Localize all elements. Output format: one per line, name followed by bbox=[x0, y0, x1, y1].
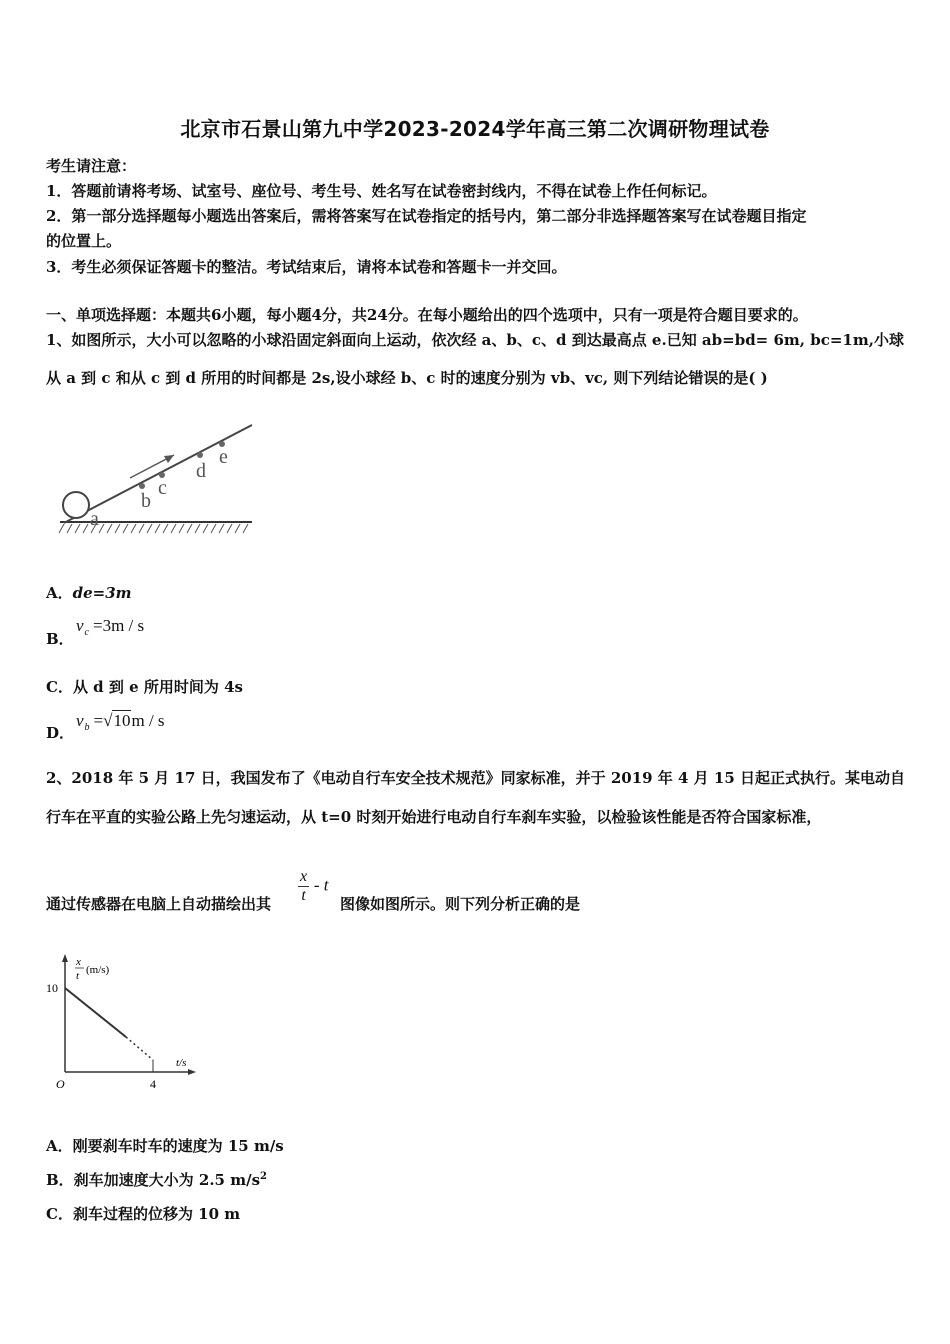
q1-option-d-formula: $v_b =√10m / s$ bbox=[76, 711, 165, 733]
q2-option-a: A．刚要刹车时车的速度为 15 m/s bbox=[46, 1137, 284, 1155]
svg-text:x: x bbox=[76, 956, 81, 968]
q2-option-c: C．刹车过程的位移为 10 m bbox=[46, 1205, 241, 1223]
q2-stem-line1: 2、2018 年 5 月 17 日，我国发布了《电动自行车安全技术规范》同家标准，并于 2019 年 4 月 15 日起正式执行。某电动自 bbox=[46, 769, 906, 787]
q2-xt-fraction: $\frac{x}{t}$ - t bbox=[300, 868, 329, 904]
q2-stem-line3-post: 图像如图所示。则下列分析正确的是 bbox=[340, 895, 581, 913]
q1-stem-line1: 1、如图所示，大小可以忽略的小球沿固定斜面向上运动，依次经 a、b、c、d 到达最高点 e.已知 ab=bd= 6m, bc=1m,小球 bbox=[46, 331, 904, 349]
q1-option-c: C．从 d 到 e 所用时间为 4s bbox=[46, 678, 243, 696]
notice-item-2-cont: 的位置上。 bbox=[46, 232, 122, 250]
q2-stem-line2: 行车在平直的实验公路上先匀速运动，从 t=0 时刻开始进行电动自行车刹车实验，以检验该性能是否符合国家标准， bbox=[46, 808, 822, 826]
q1-option-b-label: B． bbox=[46, 630, 74, 648]
q2-xt-graph bbox=[40, 950, 205, 1095]
q1-stem-line2: 从 a 到 c 和从 c 到 d 所用的时间都是 2s,设小球经 b、c 时的速度分别为 vb、vc, 则下列结论错误的是( ) bbox=[46, 369, 768, 387]
label-c-lower: c bbox=[158, 477, 167, 499]
notice-item-1: 1．答题前请将考场、试室号、座位号、考生号、姓名写在试卷密封线内，不得在试卷上作任何标记。 bbox=[46, 182, 717, 200]
svg-text:t: t bbox=[76, 970, 80, 982]
label-b: b bbox=[141, 490, 151, 512]
notice-item-3: 3．考生必须保证答题卡的整洁。考试结束后，请将本试卷和答题卡一并交回。 bbox=[46, 258, 567, 276]
svg-text:10: 10 bbox=[46, 981, 58, 995]
label-a: a bbox=[90, 508, 99, 530]
q2-stem-line3-pre: 通过传感器在电脑上自动描绘出其 bbox=[46, 895, 272, 913]
svg-text:(m/s): (m/s) bbox=[86, 964, 110, 976]
label-d: d bbox=[196, 460, 206, 482]
page-title: 北京市石景山第九中学2023-2024学年高三第二次调研物理试卷 bbox=[180, 117, 770, 141]
label-e: e bbox=[219, 446, 228, 468]
q1-option-b-formula: $v_c =3m / s$ bbox=[76, 616, 145, 638]
q2-option-b: B．刹车加速度大小为 2.5 $m/s^2$ bbox=[46, 1171, 267, 1189]
q1-incline-figure bbox=[52, 415, 262, 540]
svg-text:4: 4 bbox=[150, 1077, 156, 1091]
notice-item-2: 2．第一部分选择题每小题选出答案后，需将答案写在试卷指定的括号内，第二部分非选择题答案写在试卷题目指定 bbox=[46, 207, 807, 225]
q1-option-d-label: D． bbox=[46, 724, 75, 742]
svg-text:t/s: t/s bbox=[176, 1057, 187, 1069]
q1-option-a: A．de=3m bbox=[46, 584, 132, 602]
notice-heading: 考生请注意： bbox=[46, 157, 137, 175]
section-heading: 一、单项选择题：本题共6小题，每小题4分，共24分。在每小题给出的四个选项中，只有一项是符合题目要求的。 bbox=[46, 306, 808, 324]
svg-text:O: O bbox=[56, 1077, 65, 1091]
